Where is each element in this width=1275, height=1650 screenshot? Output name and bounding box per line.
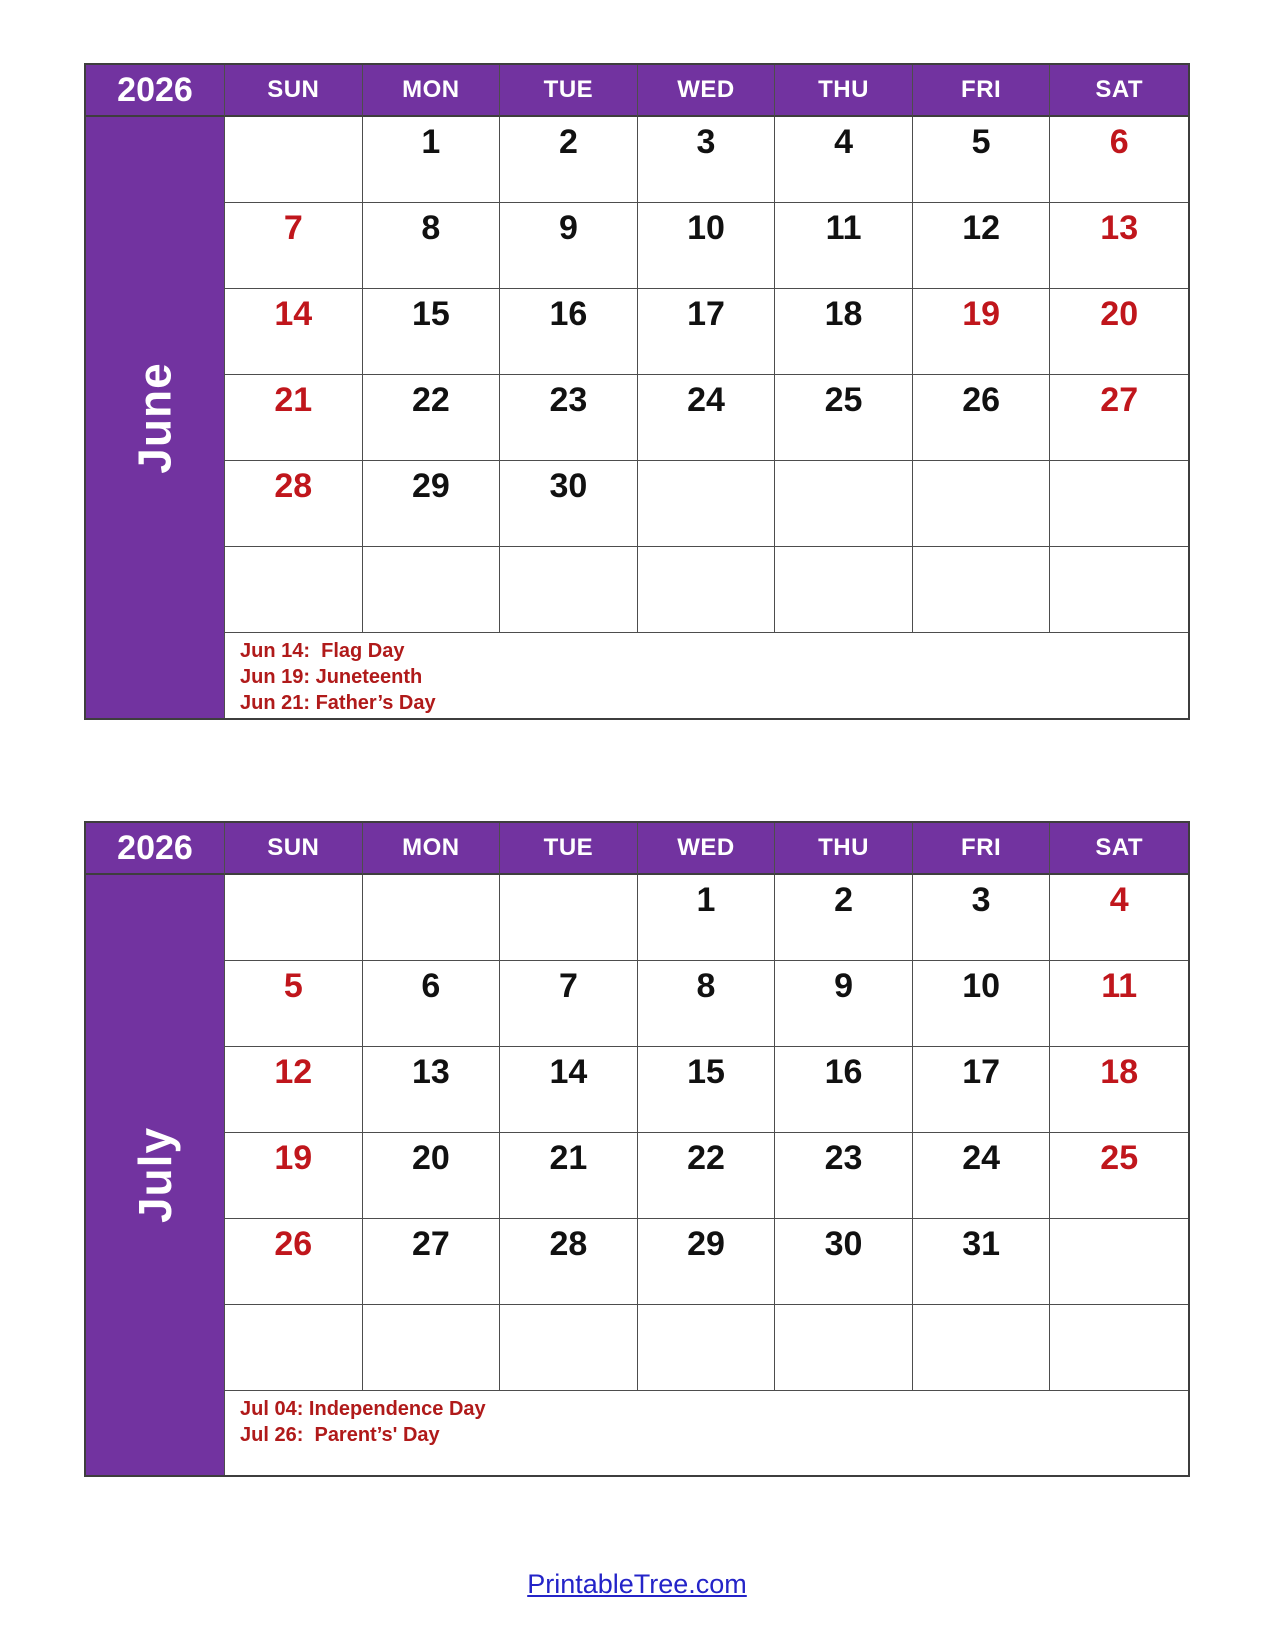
empty-day-cell — [638, 461, 776, 547]
day-4: 4 — [775, 117, 913, 203]
day-header-thu: THU — [775, 65, 913, 117]
calendar-grid — [84, 63, 1190, 720]
day-15: 15 — [638, 1047, 776, 1133]
day-4: 4 — [1050, 875, 1188, 961]
day-18: 18 — [1050, 1047, 1188, 1133]
holiday-note: Jun 21: Father’s Day — [240, 692, 436, 714]
day-6: 6 — [363, 961, 501, 1047]
footer-link[interactable]: PrintableTree.com — [527, 1569, 747, 1599]
empty-day-cell — [775, 547, 913, 633]
day-3: 3 — [638, 117, 776, 203]
year-label: 2026 — [86, 823, 225, 875]
day-6: 6 — [1050, 117, 1188, 203]
day-header-tue: TUE — [500, 65, 638, 117]
day-23: 23 — [775, 1133, 913, 1219]
empty-day-cell — [1050, 1219, 1188, 1305]
footer — [84, 1569, 1190, 1600]
empty-day-cell — [363, 875, 501, 961]
day-7: 7 — [500, 961, 638, 1047]
day-26: 26 — [913, 375, 1051, 461]
day-header-thu: THU — [775, 823, 913, 875]
day-19: 19 — [225, 1133, 363, 1219]
month-label: July — [128, 1126, 181, 1224]
day-30: 30 — [775, 1219, 913, 1305]
day-30: 30 — [500, 461, 638, 547]
day-11: 11 — [775, 203, 913, 289]
day-21: 21 — [225, 375, 363, 461]
day-12: 12 — [225, 1047, 363, 1133]
day-header-wed: WED — [638, 65, 776, 117]
empty-day-cell — [913, 547, 1051, 633]
day-18: 18 — [775, 289, 913, 375]
day-header-mon: MON — [363, 65, 501, 117]
empty-day-cell — [1050, 461, 1188, 547]
day-27: 27 — [363, 1219, 501, 1305]
day-13: 13 — [1050, 203, 1188, 289]
day-12: 12 — [913, 203, 1051, 289]
day-9: 9 — [500, 203, 638, 289]
day-10: 10 — [638, 203, 776, 289]
day-19: 19 — [913, 289, 1051, 375]
day-7: 7 — [225, 203, 363, 289]
day-25: 25 — [775, 375, 913, 461]
month-column — [86, 117, 225, 718]
day-3: 3 — [913, 875, 1051, 961]
day-header-tue: TUE — [500, 823, 638, 875]
holiday-note: Jul 26: Parent’s' Day — [240, 1424, 440, 1446]
empty-day-cell — [775, 1305, 913, 1391]
day-header-mon: MON — [363, 823, 501, 875]
day-23: 23 — [500, 375, 638, 461]
day-9: 9 — [775, 961, 913, 1047]
day-14: 14 — [500, 1047, 638, 1133]
empty-day-cell — [225, 117, 363, 203]
empty-day-cell — [1050, 1305, 1188, 1391]
day-13: 13 — [363, 1047, 501, 1133]
day-header-wed: WED — [638, 823, 776, 875]
day-1: 1 — [363, 117, 501, 203]
day-header-sun: SUN — [225, 823, 363, 875]
day-16: 16 — [500, 289, 638, 375]
empty-day-cell — [913, 1305, 1051, 1391]
day-2: 2 — [775, 875, 913, 961]
holiday-note: Jun 14: Flag Day — [240, 640, 405, 662]
calendar-grid — [84, 821, 1190, 1477]
day-21: 21 — [500, 1133, 638, 1219]
empty-day-cell — [225, 1305, 363, 1391]
holiday-notes — [225, 633, 1188, 718]
day-29: 29 — [363, 461, 501, 547]
day-header-sat: SAT — [1050, 65, 1188, 117]
day-27: 27 — [1050, 375, 1188, 461]
day-22: 22 — [363, 375, 501, 461]
holiday-notes — [225, 1391, 1188, 1475]
month-label: June — [129, 361, 181, 474]
holiday-note: Jul 04: Independence Day — [240, 1398, 486, 1420]
day-10: 10 — [913, 961, 1051, 1047]
june-calendar — [84, 63, 1190, 720]
empty-day-cell — [500, 875, 638, 961]
empty-day-cell — [225, 547, 363, 633]
empty-day-cell — [225, 875, 363, 961]
day-header-fri: FRI — [913, 823, 1051, 875]
day-5: 5 — [225, 961, 363, 1047]
day-28: 28 — [225, 461, 363, 547]
day-header-sun: SUN — [225, 65, 363, 117]
empty-day-cell — [363, 1305, 501, 1391]
year-label: 2026 — [86, 65, 225, 117]
day-24: 24 — [913, 1133, 1051, 1219]
holiday-note: Jun 19: Juneteenth — [240, 666, 423, 688]
day-26: 26 — [225, 1219, 363, 1305]
day-20: 20 — [1050, 289, 1188, 375]
day-15: 15 — [363, 289, 501, 375]
july-calendar — [84, 821, 1190, 1477]
day-17: 17 — [638, 289, 776, 375]
day-25: 25 — [1050, 1133, 1188, 1219]
day-24: 24 — [638, 375, 776, 461]
day-28: 28 — [500, 1219, 638, 1305]
empty-day-cell — [500, 1305, 638, 1391]
day-22: 22 — [638, 1133, 776, 1219]
day-14: 14 — [225, 289, 363, 375]
empty-day-cell — [363, 547, 501, 633]
day-header-fri: FRI — [913, 65, 1051, 117]
day-1: 1 — [638, 875, 776, 961]
day-5: 5 — [913, 117, 1051, 203]
day-16: 16 — [775, 1047, 913, 1133]
empty-day-cell — [638, 547, 776, 633]
day-8: 8 — [363, 203, 501, 289]
empty-day-cell — [775, 461, 913, 547]
month-column — [86, 875, 225, 1475]
day-17: 17 — [913, 1047, 1051, 1133]
day-20: 20 — [363, 1133, 501, 1219]
day-29: 29 — [638, 1219, 776, 1305]
empty-day-cell — [500, 547, 638, 633]
empty-day-cell — [1050, 547, 1188, 633]
day-8: 8 — [638, 961, 776, 1047]
empty-day-cell — [638, 1305, 776, 1391]
empty-day-cell — [913, 461, 1051, 547]
day-2: 2 — [500, 117, 638, 203]
day-31: 31 — [913, 1219, 1051, 1305]
day-header-sat: SAT — [1050, 823, 1188, 875]
day-11: 11 — [1050, 961, 1188, 1047]
